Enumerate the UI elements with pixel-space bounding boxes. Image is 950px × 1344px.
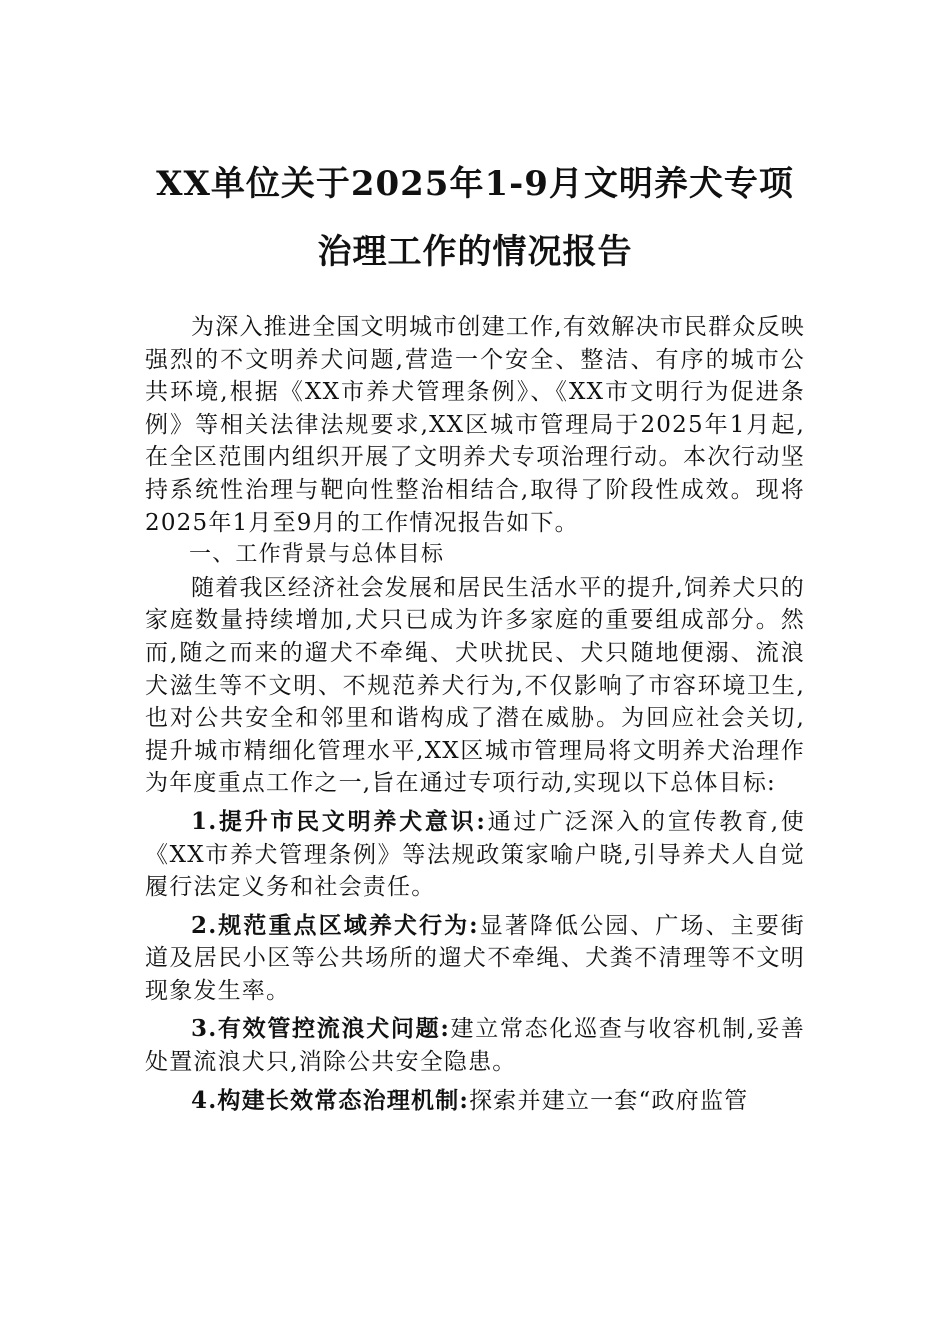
intro-paragraph: 为深入推进全国文明城市创建工作,有效解决市民群众反映强烈的不文明养犬问题,营造一个安全、整洁、有序的城市公共环境,根据《XX市养犬管理条例》、《XX市文明行为促进条例》等相关法律法规要求,XX区城市管理局于2025年1月起,在全区范围内组织开展了文明养犬专项治理行动。本次行动坚持系统性治理与靶向性整治相结合,取得了阶段性成效。现将2025年1月至9月的工作情况报告如下。 bbox=[145, 314, 805, 536]
section-heading: 一、工作背景与总体目标 bbox=[189, 542, 445, 568]
goal-text: 显著降低公园、广场、主要街道及居民小区等公共场所的遛犬不牵绳、犬粪不清理等不文明现象发生率。 bbox=[145, 912, 805, 1004]
goal-item-2 bbox=[145, 910, 805, 1008]
document-page bbox=[145, 150, 805, 1117]
goal-text: 建立常态化巡查与收容机制,妥善处置流浪犬只,消除公共安全隐患。 bbox=[145, 1016, 805, 1076]
goal-label: 4.构建长效常态治理机制: bbox=[191, 1086, 470, 1114]
goal-text: 探索并建立一套“政府监管 bbox=[469, 1087, 749, 1114]
goal-item-4 bbox=[145, 1085, 805, 1118]
goal-item-1 bbox=[145, 806, 805, 904]
goal-label: 2.规范重点区域养犬行为: bbox=[191, 911, 479, 939]
goal-label: 3.有效管控流浪犬问题: bbox=[191, 1015, 451, 1043]
background-paragraph: 随着我区经济社会发展和居民生活水平的提升,饲养犬只的家庭数量持续增加,犬只已成为许多家庭的重要组成部分。然而,随之而来的遛犬不牵绳、犬吠扰民、犬只随地便溺、流浪犬滋生等不文明、不规范养犬行为,不仅影响了市容环境卫生,也对公共安全和邻里和谐构成了潜在威胁。为回应社会关切,提升城市精细化管理水平,XX区城市管理局将文明养犬治理作为年度重点工作之一,旨在通过专项行动,实现以下总体目标: bbox=[145, 574, 805, 797]
goal-item-3 bbox=[145, 1013, 805, 1078]
document-body bbox=[145, 311, 805, 1117]
goal-label: 1.提升市民文明养犬意识: bbox=[191, 807, 487, 835]
goal-text: 通过广泛深入的宣传教育,使《XX市养犬管理条例》等法规政策家喻户晓,引导养犬人自觉履行法定义务和社会责任。 bbox=[145, 808, 805, 901]
document-title: XX单位关于2025年1-9月文明养犬专项治理工作的情况报告 bbox=[156, 164, 794, 272]
